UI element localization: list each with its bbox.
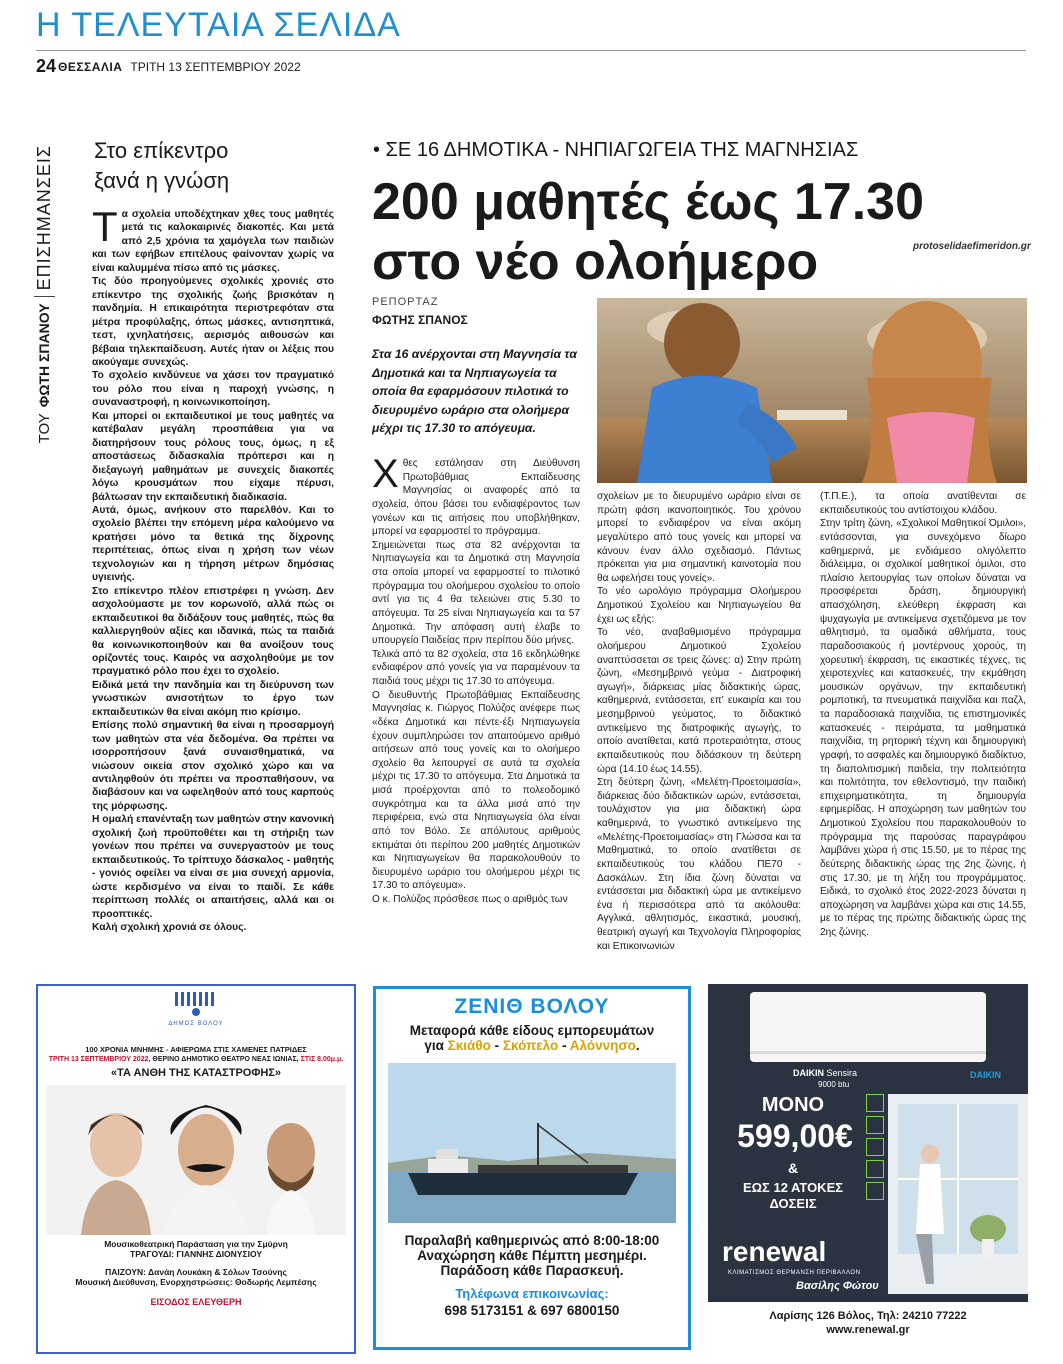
ac-btu: 9000 btu [818, 1080, 850, 1089]
publication-name: ΘΕΣΣΑΛΙΑ [58, 60, 123, 74]
article-column-3 [820, 490, 1026, 940]
ad2-line2: για Σκιάθο - Σκόπελο - Αλόννησο. [424, 1038, 640, 1053]
article-paragraph: Το νέο, αναβαθμισμένο πρόγραμμα ολοήμερου Δημοτικού Σχολείου αναπτύσσεται σε τρεις ζώνες: α) Στην πρώτη ζώνη, «Μεσημβρινό γεύμα - Διατροφική αγωγή», διάρκειας μίας διδακτικής ώρας, καθημερινά, εντάσσεται, επ' ευκαιρία και του μεσημβρινού γεύματος, το διδακτικό αντικείμενο της διατροφικής αγωγής, το οποίο ανατίθεται, κατά προτεραιότητα, στους εκπαιδευτικούς που διδάσκουν τη δεύτερη ώρα (14.10 έως 14.55). [597, 627, 801, 775]
article-headline [372, 172, 1012, 292]
article-paragraph: (Τ.Π.Ε.), τα οποία ανατίθενται σε εκπαιδευτικούς του αντίστοιχου κλάδου. [820, 491, 1026, 516]
author-prefix: ΤΟΥ [35, 413, 53, 444]
municipality-logo [38, 992, 354, 1027]
municipality-logo-text: ΔΗΜΟΣ ΒΟΛΟΥ [168, 1021, 224, 1027]
article-paragraph: Ο διευθυντής Πρωτοβάθμιας Εκπαίδευσης Μαγνησίας κ. Γιώργος Πολύζος ανέφερε πως «δέκα Δημοτικά και πέντε-έξι Νηπιαγωγεία έχουν συμπληρώσει τον απαιτούμενο αριθμό αιτήσεων από τους γονείς και το ολοήμερο σχολείο θα λειτουργεί σε αυτά τα σχολεία μέχρι τις 17.30 το απόγευμα. Στα Δημοτικά τα μισά προέρχονται από το πολεοδομικό συγκρότημα και τα άλλα μισά από την περιφέρεια, ενώ στα Νηπιαγωγεία όλα είναι από τον Βόλο. Σε απόλυτους αριθμούς εκτιμάται ότι περίπου 200 μαθητές Δημοτικών και Νηπιαγωγείων θα παρακολουθούν το διευρυμένο ωράριο του ολοήμερου μέχρι τις 17.30 το απόγευμα». [372, 689, 580, 892]
columns-logo-icon [173, 992, 219, 1016]
opinion-body [92, 203, 334, 934]
ad1-desc2: ΤΡΑΓΟΥΔΙ: ΓΙΑΝΝΗΣ ΔΙΟΝΥΣΙΟΥ [130, 1249, 262, 1259]
ad3-installments-1: ΕΩΣ 12 ΑΤΟΚΕΣ [742, 1180, 844, 1195]
issue-date: ΤΡΙΤΗ 13 ΣΕΠΤΕΜΒΡΙΟΥ 2022 [130, 60, 301, 74]
shipping-ad[interactable] [373, 986, 691, 1350]
feature-icons [866, 1094, 884, 1204]
opinion-paragraph: Καλή σχολική χρονιά σε όλους. [92, 922, 247, 934]
renewal-owner: Βασίλης Φώτου [796, 1280, 879, 1292]
publication-line [58, 60, 301, 74]
feature-icon [866, 1182, 884, 1200]
section-title: Η ΤΕΛΕΥΤΑΙΑ ΣΕΛΙΔΑ [36, 6, 401, 44]
ad2-phones-label: Τηλέφωνα επικοινωνίας: [455, 1286, 609, 1301]
cargo-ship-photo [388, 1063, 676, 1223]
article-paragraph: Σημειώνεται πως στα 82 ανέρχονται τα Νηπιαγωγεία και τα Δημοτικά στη Μαγνησία στα οποία μπορεί να εφαρμοστεί το πιλοτικό πρόγραμμα του ολοήμερου σχολείου το οποίο αντί για τις 4 θα τελειώνει στις 5.30 το απόγευμα. Τα 25 είναι Νηπιαγωγεία και τα 57 Δημοτικά. Την απόφαση αυτή έλαβε το υπουργείο Παιδείας πριν περίπου δύο μήνες. [372, 539, 580, 647]
ad1-desc4: Μουσική Διεύθυνση, Ενορχηστρώσεις: Θοδωρής Λεμπέσης [75, 1277, 317, 1287]
ad2-line3: Παραλαβή καθημερινώς από 8:00-18:00 [404, 1233, 660, 1248]
renewal-website[interactable]: www.renewal.gr [826, 1324, 910, 1336]
page-number: 24 [36, 56, 57, 76]
opinion-paragraph: Επίσης πολύ σημαντική θα είναι η προσαρμογή των μαθητών στα νέα δεδομένα. Θα πρέπει να ισορροπήσουν ξανά συναισθηματικά, να νιώσουν οικεία στον σχολικό χώρο και να αντιληφθούν ότι πρέπει να προσπαθήσουν, να διαβάσουν και να ωφεληθούν από τους καρπούς της μόρφωσης. [92, 720, 334, 812]
article-paragraph: Στη δεύτερη ζώνη, «Μελέτη-Προετοιμασία», διάρκειας δύο διδακτικών ωρών, εντάσσεται, τουλάχιστον για μια διδακτική ώρα καθημερινά, το γνωστικό αντικείμενο της «Μελέτης-Προετοιμασίας» στη Γλώσσα και τα Μαθηματικά, το οποίο ανατίθεται σε εκπαιδευτικούς του κλάδου ΠΕ70 - Δασκάλων. Στη ίδια ζώνη δύναται να εντάσσεται μια διδακτική ώρα με αντικείμενο ένα ή περισσότερα από τα ακόλουθα: Αγγλικά, αθλητισμός, εικαστικά, μουσική, θεατρική αγωγή και Τεχνολογία Πληροφορίας και Επικοινωνιών [597, 777, 801, 952]
ac-unit [750, 992, 986, 1062]
article-paragraph: Το νέο ωρολόγιο πρόγραμμα Ολοήμερου Δημοτικού Σχολείου και Νηπιαγωγείου θα έχει ως εξής: [597, 586, 801, 625]
ad2-phones: 698 5173151 & 697 6800150 [444, 1303, 620, 1318]
headline-line1: 200 μαθητές έως 17.30 [372, 173, 925, 231]
renewal-address: Λαρίσης 126 Βόλος, Τηλ: 24210 77222 [769, 1310, 967, 1322]
article-paragraph: Στην τρίτη ζώνη, «Σχολικοί Μαθητικοί Όμιλοι», εντάσσονται, για συνεχόμενο δίωρο καθημερινά, με ενδιάμεσο ολιγόλεπτο διάλειμμα, οι σχολικοί μαθητικοί όμιλοι, στο πλαίσιο λειτουργίας των οποίων δύναται να προσφέρεται δράση, δημιουργική απασχόληση, ελεύθερη έκφραση και ψυχαγωγία με αντικείμενα σχετιζόμενα με τον αθλητισμό, τα ομαδικά αθλήματα, τους παραδοσιακούς ή μοντέρνους χορούς, τη χορευτική έκφραση, τις εικαστικές τέχνες, τις χειροτεχνίες και κατασκευές, την εκμάθηση μουσικών οργάνων, την εκπαιδευτική ρομποτική, τα πνευματικά παιχνίδια και παζλ, τα παραδοσιακά παιχνίδια, τις επιστημονικές κατασκευές - πειράματα, τα μαθηματικά παιχνίδια, τη ρητορική τέχνη και δημιουργική γραφή, το ασφαλές και δημιουργικό διαδίκτυο, τη διαπολιτισμική παιδεία, την πολιτειότητα και πολιτότητα, τον εθελοντισμό, την παιδική επιχειρηματικότητα, τη δημιουργία εφημερίδας. Η αποχώρηση των μαθητών του Δημοτικού Σχολείου που παρακολουθούν το πρόγραμμα της παρούσας παραγράφου λαμβάνει χώρα ή στις 15.50, με το πέρας της δεύτερης διδακτικής ώρας της 2ης ζώνης, ή στις 17.30, με τη λήξη του προγράμματος. Ειδικά, το σχολικό έτος 2022-2023 δύναται η αποχώρηση να λαμβάνει χώρα και στις 14.55, με το πέρας της πρώτης διδακτικής ώρας της 2ης ζώνης. [820, 518, 1026, 938]
ad3-amp: & [787, 1160, 799, 1176]
feature-icon [866, 1116, 884, 1134]
ad3-price: 599,00€ [737, 1118, 853, 1154]
article-dropcap: Χ [372, 452, 399, 496]
ad3-mono: ΜΟΝΟ [761, 1094, 825, 1116]
ad2-line5: Παράδοση κάθε Παρασκευή. [440, 1263, 624, 1278]
article-paragraph: Χθες εστάλησαν στη Διεύθυνση Πρωτοβάθμιας Εκπαίδευσης Μαγνησίας οι αναφορές από τα σχολεία, όπου βάσει του ενδιαφέροντος των γονέων και τις αιτήσεις που υποβλήθηκαν, μπορεί να εφαρμοστεί το πρόγραμμα. [372, 452, 580, 538]
article-column-2 [597, 490, 801, 953]
feature-icon [866, 1160, 884, 1178]
article-paragraph: Τελικά από τα 82 σχολεία, στα 16 εκδηλώθηκε ενδιαφέρον από γονείς για να παραμένουν τα παιδιά τους μέχρι τις 17.30 το απόγευμα. [372, 648, 580, 687]
header-rule [36, 50, 1026, 51]
opinion-paragraph: Τις δύο προηγούμενες σχολικές χρονιές στο επίκεντρο της σχολικής ζωής βρισκόταν η πανδημία. Η επικαιρότητα περιστρεφόταν στα μέτρα προφύλαξης, όπως μάσκες, αντισηπτικά, τεστ, ιχνηλατήσεις, αερισμός αιθουσών και βέβαια τηλεκπαίδευση. Αυτές ήταν οι λέξεις που ακούγαμε συνεχώς. [92, 276, 334, 368]
renewal-logo-sub: ΚΛΙΜΑΤΙΣΜΟΣ ΘΕΡΜΑΝΣΗ ΠΕΡΙΒΑΛΛΟΝ [728, 1270, 861, 1276]
opinion-paragraph: Το σχολείο κινδύνευε να χάσει τον πραγματικό του ρόλο που είναι η παροχή γνώσης, η συναναστροφή, η κοινωνικοποίηση. [92, 370, 334, 409]
daikin-brand: DAIKIN [970, 1070, 1001, 1080]
ad1-desc3: ΠΑΙΖΟΥΝ: Δανάη Λουκάκη & Σόλων Τσούνης [105, 1267, 287, 1277]
article-paragraph: Ο κ. Πολύζος πρόσθεσε πως ο αριθμός των [372, 894, 568, 905]
classroom-photo-illustration [597, 298, 1027, 483]
ad3-installments-2: ΔΟΣΕΙΣ [769, 1196, 817, 1211]
ad2-title: ΖΕΝΙΘ ΒΟΛΟΥ [454, 995, 610, 1018]
opinion-paragraph: Η ομαλή επανένταξη των μαθητών στην κανονική σχολική ζωή προϋποθέτει και τη στήριξη των γονέων που πρέπει να συνεργαστούν με τους εκπαιδευτικούς. Το τρίπτυχο δάσκαλος - μαθητής - γονιός οφείλει να είναι σε μια συνεχή αρμονία, ώστε κερδισμένο να είναι το παιδί. Σε κάθε περίπτωση πολλές οι απαιτήσεις, αλλά και οι προοπτικές. [92, 814, 334, 920]
opinion-dropcap: Τ [92, 203, 118, 250]
article-lead: Στα 16 ανέρχονται στη Μαγνησία τα Δημοτικά και τα Νηπιαγωγεία τα οποία θα εφαρμόσουν πιλοτικά το διευρυμένο ωράριο στα ολοήμερα μέχρι τις 17.30 το απόγευμα. [372, 347, 577, 435]
article-author: ΦΩΤΗΣ ΣΠΑΝΟΣ [372, 313, 468, 327]
article-kicker: • ΣΕ 16 ΔΗΜΟΤΙΚΑ - ΝΗΠΙΑΓΩΓΕΙΑ ΤΗΣ ΜΑΓΝΗΣΙΑΣ [373, 139, 859, 161]
column-name: ΕΠΙΣΗΜΑΝΣΕΙΣ [34, 145, 55, 297]
opinion-paragraph: Στο επίκεντρο πλέον επιστρέφει η γνώση. Δεν ασχολούμαστε με τον κορωνοϊό, αλλά πώς οι εκπαιδευτικοί θα διδάξουν τους μαθητές, πώς θα καλλιεργηθούν αξίες και ιδανικά, πώς τα παιδιά θα κοινωνικοποιηθούν και θα ανοίξουν τους ορίζοντές τους. Καιρός να ασχοληθούμε με τον πραγματικό ρόλο που έχει το σχολείο. [92, 585, 334, 678]
ad1-show-title: «ΤΑ ΑΝΘΗ ΤΗΣ ΚΑΤΑΣΤΡΟΦΗΣ» [110, 1067, 282, 1079]
opinion-paragraph: Ειδικά μετά την πανδημία και τη διεύρυνση των γνωστικών ανισοτήτων το έργο των εκπαιδευτικών θα είναι ακόμη πιο κρίσιμο. [92, 679, 334, 718]
performers-photo [46, 1085, 346, 1235]
opinion-title [94, 136, 344, 196]
column-label [30, 145, 58, 444]
ad2-line1: Μεταφορά κάθε είδους εμπορευμάτων [409, 1023, 655, 1038]
article-paragraph: σχολείων με το διευρυμένο ωράριο είναι σε πρώτη φάση ικανοποιητικός. Του χρόνου μπορεί το ενδιαφέρον να είναι ακόμη μεγαλύτερο από τους γονείς και μπορεί να κάνουν έναν άλλο σχεδιασμό. Πάντως πρόκειται για μια σημαντική καινοτομία που θα ωφελήσει τους γονείς». [597, 491, 801, 584]
opinion-paragraph: Τα σχολεία υποδέχτηκαν χθες τους μαθητές μετά τις καλοκαιρινές διακοπές. Και μετά από 2,5 χρόνια τα χαμόγελα των παιδιών και των εφήβων επιτέλους φαίνονταν χωρίς να είναι καλυμμένα πίσω από τις μάσκες. [92, 203, 334, 274]
source-watermark: protoselidaefimeridon.gr [913, 241, 1031, 252]
feature-icon [866, 1138, 884, 1156]
classroom-photo [597, 298, 1027, 483]
report-label: ΡΕΠΟΡΤΑΖ [372, 296, 439, 308]
performers-illustration [46, 1085, 346, 1235]
opinion-paragraph: Αυτά, όμως, ανήκουν στο παρελθόν. Και το σχολείο βλέπει την επόμενη μέρα καλούμενο να κρατήσει μόνο τα θετικά της δίχρονης περιπέτειας, όπως είναι η χρήση των νέων τεχνολογιών και η τήρηση μέτρων δημόσιας υγιεινής. [92, 504, 334, 584]
ad1-line1: 100 ΧΡΟΝΙΑ ΜΝΗΜΗΣ - ΑΦΙΕΡΩΜΑ ΣΤΙΣ ΧΑΜΕΝΕΣ ΠΑΤΡΙΔΕΣ [85, 1045, 307, 1054]
municipality-ad[interactable] [36, 984, 356, 1354]
air-conditioner-ad[interactable] [708, 984, 1028, 1354]
opinion-title-line1: Στο επίκεντρο [94, 138, 229, 163]
opinion-title-line2: ξανά η γνώση [94, 168, 230, 193]
headline-line2: στο νέο ολοήμερο [372, 233, 819, 291]
ad1-desc1: Μουσικοθεατρική Παράσταση για την Σμύρνη [104, 1239, 288, 1249]
ad3-footer [708, 1302, 1028, 1354]
ad2-line4: Αναχώρηση κάθε Πέμπτη μεσημέρι. [417, 1248, 647, 1263]
renewal-logo: renewal [722, 1236, 827, 1267]
ac-model: DAIKIN Sensira [793, 1068, 858, 1078]
cargo-ship-illustration [388, 1063, 676, 1223]
feature-icon [866, 1094, 884, 1112]
ad1-entry: ΕΙΣΟΔΟΣ ΕΛΕΥΘΕΡΗ [150, 1297, 242, 1307]
column-author: ΦΩΤΗ ΣΠΑΝΟΥ [36, 303, 52, 408]
article-column-1 [372, 452, 580, 907]
opinion-paragraph: Και μπορεί οι εκπαιδευτικοί με τους μαθητές να κατέβαλαν μεγάλη προσπάθεια για να διατηρήσουν τους ρόλους τους, όμως, η εξ αποστάσεως διδασκαλία πρόπερσι και η διεξαγωγή μαθημάτων με συνεχείς διακοπές λόγω κρουσμάτων που είχαμε πέρυσι, βάλτωσαν την εκπαιδευτική διαδικασία. [92, 410, 334, 503]
ad1-line2: ΤΡΙΤΗ 13 ΣΕΠΤΕΜΒΡΙΟΥ 2022, ΘΕΡΙΝΟ ΔΗΜΟΤΙΚΟ ΘΕΑΤΡΟ ΝΕΑΣ ΙΩΝΙΑΣ, ΣΤΙΣ 8.00μ.μ. [48, 1056, 344, 1063]
